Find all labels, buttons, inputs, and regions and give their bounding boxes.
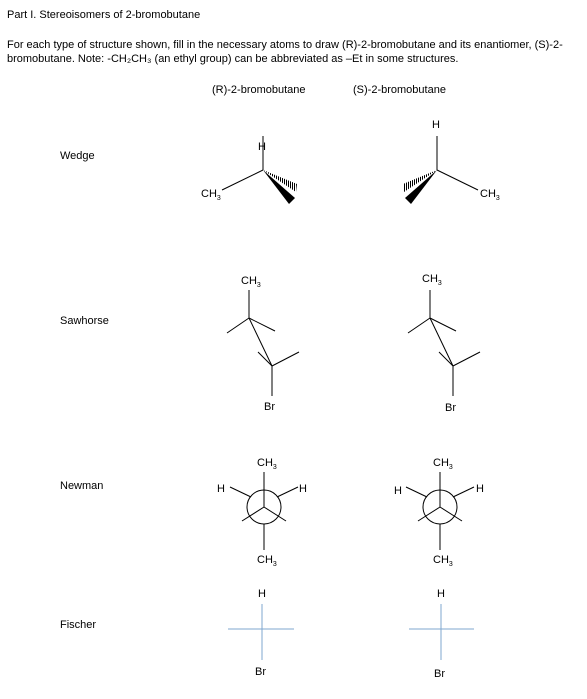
section-title: Part I. Stereoisomers of 2-bromobutane	[7, 9, 201, 21]
row-label-wedge: Wedge	[60, 150, 95, 162]
wedge-s-CH3: $CH_3$	[480, 188, 500, 202]
fischer-r-H: H	[258, 588, 266, 600]
newman-r-H-right: H	[299, 483, 307, 495]
sawhorse-s-Br: Br	[445, 402, 456, 414]
r-column-header: (R)-2-bromobutane	[212, 84, 306, 96]
wedge-structure-s	[403, 136, 478, 204]
fischer-projection-r	[228, 604, 294, 660]
wedge-r-CH3: $CH_3$	[201, 188, 221, 202]
sawhorse-s-CH3: $CH_3$	[422, 273, 442, 287]
newman-s-H-left: H	[394, 485, 402, 497]
wedge-s-H: H	[432, 119, 440, 131]
newman-s-back-CH3: $CH_3$	[433, 554, 453, 568]
newman-projection-s	[406, 472, 474, 550]
row-label-newman: Newman	[60, 480, 104, 492]
sawhorse-r-CH3: $CH_3$	[241, 275, 261, 289]
newman-s-front-CH3: $CH_3$	[433, 457, 453, 471]
fischer-s-Br: Br	[434, 668, 445, 680]
sawhorse-structure-s	[408, 290, 480, 396]
newman-r-H-left: H	[217, 483, 225, 495]
newman-s-H-right: H	[476, 483, 484, 495]
fischer-s-H: H	[437, 588, 445, 600]
instructions-text: For each type of structure shown, fill in the necessary atoms to draw (R)-2-bromobutane and its enantiomer, (S)-2-bromobutane. Note: -CH₂CH₃ (an ethyl group) can be abbreviated as –Et in some structures.	[7, 39, 563, 65]
row-label-fischer: Fischer	[60, 619, 97, 631]
sawhorse-r-Br: Br	[264, 401, 275, 413]
s-column-header: (S)-2-bromobutane	[353, 84, 446, 96]
newman-r-front-CH3: $CH_3$	[257, 457, 277, 471]
fischer-projection-s	[409, 604, 474, 660]
wedge-r-H: H	[258, 141, 266, 153]
newman-r-back-CH3: $CH_3$	[257, 554, 277, 568]
sawhorse-structure-r	[227, 290, 299, 396]
row-label-sawhorse: Sawhorse	[60, 315, 109, 327]
newman-projection-r	[230, 472, 298, 550]
fischer-r-Br: Br	[255, 666, 266, 678]
